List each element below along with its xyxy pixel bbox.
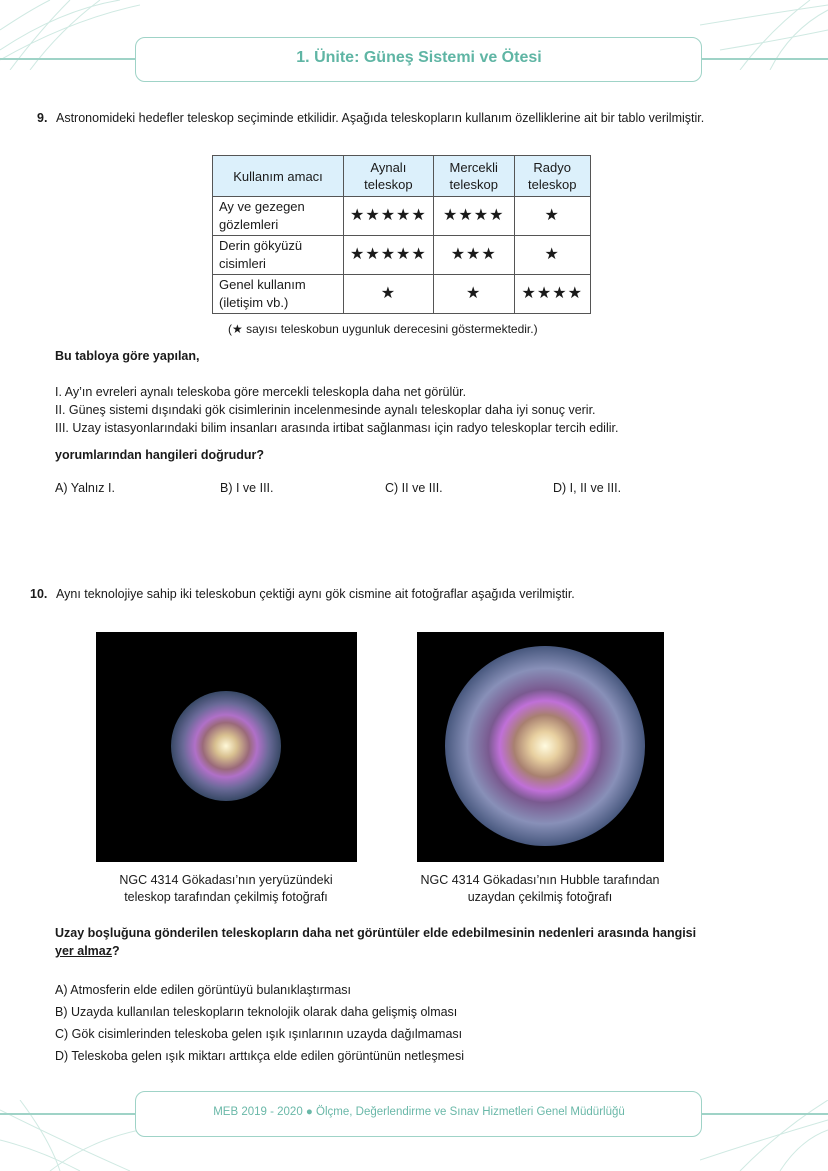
footer-text: MEB 2019 - 2020 ● Ölçme, Değerlendirme ve Sınav Hizmetleri Genel Müdürlüğü xyxy=(213,1106,625,1118)
q9-option-d[interactable]: D) I, II ve III. xyxy=(553,481,622,495)
q9-option-b[interactable]: B) I ve III. xyxy=(220,481,274,495)
row-label: Genel kullanım (iletişim vb.) xyxy=(213,275,344,314)
rating-stars: ★★★★ xyxy=(514,275,590,314)
header-cell: Radyo teleskop xyxy=(514,156,590,197)
q10-question-line1: Uzay boşluğuna gönderilen teleskopların daha net görüntüler elde edebilmesinin nedenleri arasında hangisi xyxy=(55,926,697,940)
header-cell: Aynalı teleskop xyxy=(344,156,434,197)
caption-line: NGC 4314 Gökadası’nın Hubble tarafından xyxy=(420,873,660,887)
rating-stars: ★ xyxy=(514,197,590,236)
rating-stars: ★ xyxy=(433,275,514,314)
decorative-lines-bottom-left xyxy=(0,1100,140,1171)
q9-option-a[interactable]: A) Yalnız I. xyxy=(55,481,115,495)
q10-text: Aynı teknolojiye sahip iki teleskobun çektiği aynı gök cismine ait fotoğraflar aşağıda verilmiştir. xyxy=(56,587,575,601)
caption-line: teleskop tarafından çekilmiş fotoğrafı xyxy=(124,890,328,904)
q10-number: 10. xyxy=(30,587,48,601)
table-header-row xyxy=(213,156,591,197)
q9-question: yorumlarından hangileri doğrudur? xyxy=(55,448,265,462)
rating-stars: ★★★★★ xyxy=(344,236,434,275)
table-row xyxy=(213,236,591,275)
q9-text: Astronomideki hedefler teleskop seçiminde etkilidir. Aşağıda teleskopların kullanım özelliklerine ait bir tablo verilmiştir. xyxy=(56,111,705,125)
telescope-table xyxy=(212,155,591,314)
header-cell: Kullanım amacı xyxy=(213,156,344,197)
table-caption: (★ sayısı teleskobun uygunluk derecesini göstermektedir.) xyxy=(228,322,538,336)
caption-hubble-photo xyxy=(395,872,685,906)
table-row xyxy=(213,197,591,236)
caption-ground-photo xyxy=(86,872,366,906)
decorative-lines-top-left xyxy=(0,0,140,70)
q9-lead: Bu tabloya göre yapılan, xyxy=(55,349,200,363)
rating-stars: ★★★ xyxy=(433,236,514,275)
statement-2: II. Güneş sistemi dışındaki gök cisimlerinin incelenmesinde aynalı teleskoplar daha iyi sonuç verir. xyxy=(55,403,596,417)
not-included-emphasis: yer almaz xyxy=(55,944,112,958)
rating-stars: ★★★★★ xyxy=(344,197,434,236)
q9-number: 9. xyxy=(37,111,48,125)
unit-title: 1. Ünite: Güneş Sistemi ve Ötesi xyxy=(296,49,542,66)
q10-option-a[interactable]: A) Atmosferin elde edilen görüntüyü bulanıklaştırması xyxy=(55,983,351,997)
rating-stars: ★★★★ xyxy=(433,197,514,236)
rating-stars: ★ xyxy=(344,275,434,314)
row-label: Ay ve gezegen gözlemleri xyxy=(213,197,344,236)
statement-1: I. Ay’ın evreleri aynalı teleskoba göre mercekli teleskopla daha net görülür. xyxy=(55,385,467,399)
q10-option-d[interactable]: D) Teleskoba gelen ışık miktarı arttıkça elde edilen görüntünün netleşmesi xyxy=(55,1049,465,1063)
caption-line: uzaydan çekilmiş fotoğrafı xyxy=(467,890,613,904)
galaxy-photo-hubble xyxy=(417,632,664,862)
table-row xyxy=(213,275,591,314)
q10-question-line2 xyxy=(55,944,120,958)
q9-option-c[interactable]: C) II ve III. xyxy=(385,481,443,495)
q10-option-c[interactable]: C) Gök cisimlerinden teleskoba gelen ışık ışınlarının uzayda dağılmaması xyxy=(55,1027,463,1041)
caption-line: NGC 4314 Gökadası’nın yeryüzündeki xyxy=(119,873,333,887)
decorative-lines-top-right xyxy=(700,0,828,70)
statement-3: III. Uzay istasyonlarındaki bilim insanları arasında irtibat sağlanması için radyo teleskoplar tercih edilir. xyxy=(55,421,619,435)
galaxy-photo-ground xyxy=(96,632,357,862)
header-cell: Mercekli teleskop xyxy=(433,156,514,197)
decorative-lines-bottom-right xyxy=(700,1100,828,1171)
row-label: Derin gökyüzü cisimleri xyxy=(213,236,344,275)
rating-stars: ★ xyxy=(514,236,590,275)
question-mark: ? xyxy=(111,944,120,958)
q10-option-b[interactable]: B) Uzayda kullanılan teleskopların teknolojik olarak daha gelişmiş olması xyxy=(55,1005,458,1019)
